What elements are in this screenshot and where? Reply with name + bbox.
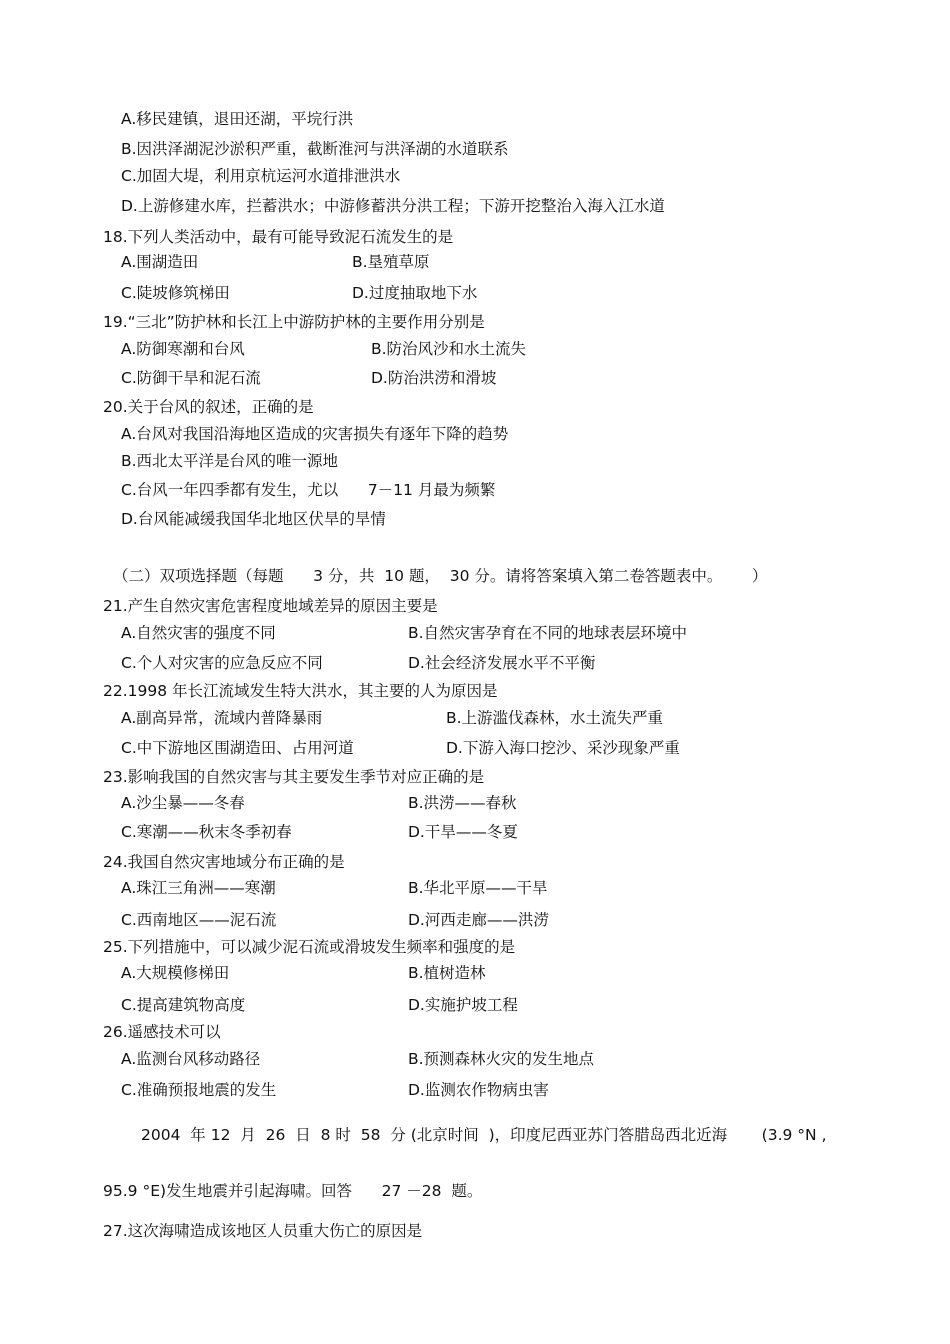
section-heading: （二）双项选择题（每题 3 分，共 10 题， 30 分。请将答案填入第二卷答题表中。 ） [113,567,768,585]
q20-option-c: C.台风一年四季都有发生，尤以 7－11 月最为频繁 [121,481,496,499]
q18-stem: 18.下列人类活动中，最有可能导致泥石流发生的是 [103,228,454,246]
q20-stem: 20.关于台风的叙述，正确的是 [103,398,314,416]
q26-stem: 26.遥感技术可以 [103,1023,221,1041]
q18-option-a: A.围湖造田 [121,253,199,271]
q21-stem: 21.产生自然灾害危害程度地域差异的原因主要是 [103,597,438,615]
q26-option-b: B.预测森林火灾的发生地点 [408,1050,595,1068]
q17-option-b: B.因洪泽湖泥沙淤积严重，截断淮河与洪泽湖的水道联系 [121,140,509,158]
q25-stem: 25.下列措施中，可以减少泥石流或滑坡发生频率和强度的是 [103,938,516,956]
q17-option-c: C.加固大堤，利用京杭运河水道排泄洪水 [121,167,401,185]
q26-option-a: A.监测台风移动路径 [121,1050,261,1068]
q23-option-a: A.沙尘暴——冬春 [121,794,245,812]
q19-option-d: D.防治洪涝和滑坡 [371,369,497,387]
q21-option-d: D.社会经济发展水平不平衡 [408,654,596,672]
q24-option-b: B.华北平原——干旱 [408,879,548,897]
q23-stem: 23.影响我国的自然灾害与其主要发生季节对应正确的是 [103,768,485,786]
q23-option-c: C.寒潮——秋末冬季初春 [121,823,292,841]
q20-option-b: B.西北太平洋是台风的唯一源地 [121,452,339,470]
q24-stem: 24.我国自然灾害地域分布正确的是 [103,853,345,871]
q18-option-c: C.陡坡修筑梯田 [121,284,230,302]
q21-option-a: A.自然灾害的强度不同 [121,624,276,642]
q23-option-d: D.干旱——冬夏 [408,823,518,841]
q21-option-b: B.自然灾害孕育在不同的地球表层环境中 [408,624,688,642]
q18-option-b: B.垦殖草原 [352,253,430,271]
q26-option-c: C.准确预报地震的发生 [121,1081,277,1099]
q24-option-c: C.西南地区——泥石流 [121,911,277,929]
q25-option-b: B.植树造林 [408,964,486,982]
q19-option-b: B.防治风沙和水土流失 [371,340,527,358]
q25-option-c: C.提高建筑物高度 [121,996,246,1014]
q26-option-d: D.监测农作物病虫害 [408,1081,549,1099]
q21-option-c: C.个人对灾害的应急反应不同 [121,654,323,672]
q18-option-d: D.过度抽取地下水 [352,284,478,302]
q22-option-b: B.上游滥伐森林，水土流失严重 [446,709,664,727]
passage-line-2: 95.9 °E)发生地震并引起海啸。回答 27 －28 题。 [103,1182,483,1200]
passage-line-1: 2004 年 12 月 26 日 8 时 58 分 (北京时间 )，印度尼西亚苏门答腊岛西北近海 (3.9 °N , [141,1126,827,1144]
q22-stem: 22.1998 年长江流域发生特大洪水，其主要的人为原因是 [103,682,498,700]
q20-option-a: A.台风对我国沿海地区造成的灾害损失有逐年下降的趋势 [121,425,509,443]
q24-option-d: D.河西走廊——洪涝 [408,911,549,929]
q19-option-c: C.防御干旱和泥石流 [121,369,261,387]
q17-option-d: D.上游修建水库，拦蓄洪水；中游修蓄洪分洪工程；下游开挖整治入海入江水道 [121,197,665,215]
q22-option-c: C.中下游地区围湖造田、占用河道 [121,739,354,757]
q22-option-a: A.副高异常，流域内普降暴雨 [121,709,323,727]
q19-option-a: A.防御寒潮和台风 [121,340,245,358]
q20-option-d: D.台风能减缓我国华北地区伏旱的旱情 [121,510,386,528]
q25-option-a: A.大规模修梯田 [121,964,230,982]
q22-option-d: D.下游入海口挖沙、采沙现象严重 [446,739,680,757]
q25-option-d: D.实施护坡工程 [408,996,518,1014]
q24-option-a: A.珠江三角洲——寒潮 [121,879,276,897]
q23-option-b: B.洪涝——春秋 [408,794,517,812]
q17-option-a: A.移民建镇，退田还湖，平垸行洪 [121,110,354,128]
q27-stem: 27.这次海啸造成该地区人员重大伤亡的原因是 [103,1222,423,1240]
q19-stem: 19.“三北”防护林和长江上中游防护林的主要作用分别是 [103,313,485,331]
